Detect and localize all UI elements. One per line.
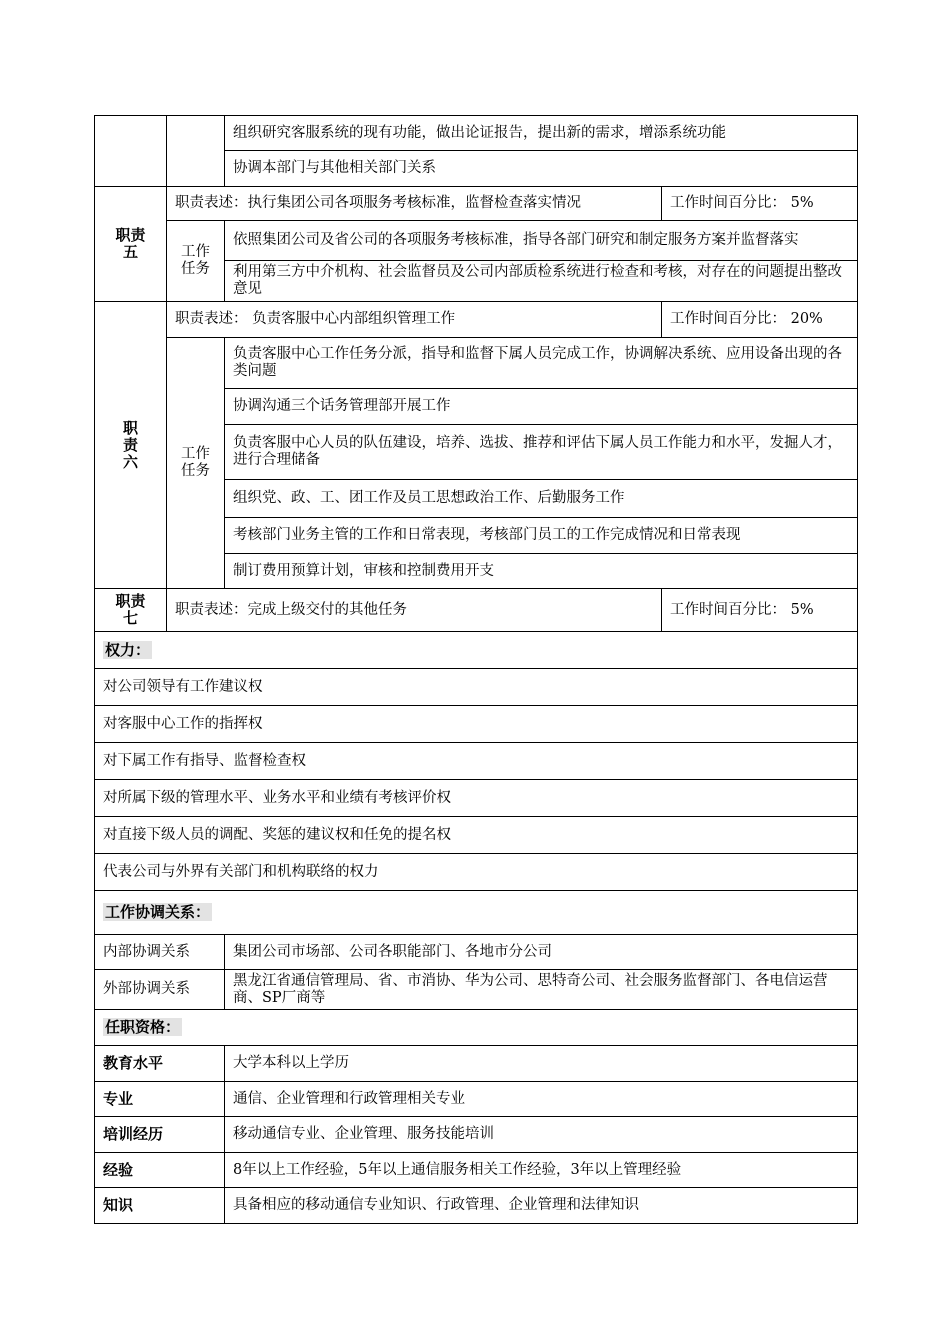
table-row — [95, 338, 858, 389]
power-item: 对客服中心工作的指挥权 — [95, 706, 858, 743]
qualification-value: 通信、企业管理和行政管理相关专业 — [225, 1082, 858, 1117]
duty-7-label: 职责 七 — [95, 589, 167, 632]
table-row — [95, 891, 858, 935]
qualification-value: 移动通信专业、企业管理、服务技能培训 — [225, 1117, 858, 1153]
qualification-label: 经验 — [95, 1153, 225, 1188]
internal-coordination-value: 集团公司市场部、公司各职能部门、各地市分公司 — [225, 935, 858, 970]
qualifications-section-title: 任职资格： — [95, 1010, 858, 1046]
table-row — [95, 1153, 858, 1188]
table-row — [95, 1082, 858, 1117]
qualification-value: 8年以上工作经验，5年以上通信服务相关工作经验，3年以上管理经验 — [225, 1153, 858, 1188]
table-row — [95, 187, 858, 221]
power-item: 对下属工作有指导、监督检查权 — [95, 743, 858, 780]
duty-6-percent: 工作时间百分比： 20% — [662, 302, 858, 338]
task-text: 利用第三方中介机构、社会监督员及公司内部质检系统进行检查和考核，对存在的问题提出整改意见 — [225, 261, 858, 302]
qualification-label: 专业 — [95, 1082, 225, 1117]
task-text: 组织党、政、工、团工作及员工思想政治工作、后勤服务工作 — [225, 480, 858, 518]
powers-section-title: 权力： — [95, 632, 858, 669]
coordination-section-title: 工作协调关系： — [95, 891, 858, 935]
duty-7-percent: 工作时间百分比： 5% — [662, 589, 858, 632]
duty-label-cell — [95, 116, 167, 187]
power-item: 对所属下级的管理水平、业务水平和业绩有考核评价权 — [95, 780, 858, 817]
table-row — [95, 743, 858, 780]
table-row — [95, 854, 858, 891]
table-row — [95, 1046, 858, 1082]
task-text: 协调沟通三个话务管理部开展工作 — [225, 389, 858, 425]
external-coordination-value: 黑龙江省通信管理局、省、市消协、华为公司、思特奇公司、社会服务监督部门、各电信运营商、SP厂商等 — [225, 970, 858, 1010]
qualification-label: 教育水平 — [95, 1046, 225, 1082]
duty-5-label: 职责 五 — [95, 187, 167, 302]
table-row — [95, 589, 858, 632]
task-text: 负责客服中心人员的队伍建设，培养、选拔、推荐和评估下属人员工作能力和水平，发掘人才，进行合理储备 — [225, 425, 858, 480]
duty-5-task-label: 工作 任务 — [167, 221, 225, 302]
duty-5-percent: 工作时间百分比： 5% — [662, 187, 858, 221]
table-row — [95, 817, 858, 854]
table-row — [95, 1188, 858, 1224]
duty-6-statement: 职责表述： 负责客服中心内部组织管理工作 — [167, 302, 662, 338]
table-row — [95, 116, 858, 151]
duty-5-statement: 职责表述：执行集团公司各项服务考核标准，监督检查落实情况 — [167, 187, 662, 221]
table-row — [95, 302, 858, 338]
table-row — [95, 221, 858, 261]
power-item: 对直接下级人员的调配、奖惩的建议权和任免的提名权 — [95, 817, 858, 854]
qualification-value: 大学本科以上学历 — [225, 1046, 858, 1082]
task-label-cell — [167, 116, 225, 187]
duty-7-statement: 职责表述：完成上级交付的其他任务 — [167, 589, 662, 632]
power-item: 代表公司与外界有关部门和机构联络的权力 — [95, 854, 858, 891]
internal-coordination-label: 内部协调关系 — [95, 935, 225, 970]
table-row — [95, 935, 858, 970]
task-text: 组织研究客服系统的现有功能，做出论证报告，提出新的需求，增添系统功能 — [225, 116, 858, 151]
qualification-label: 培训经历 — [95, 1117, 225, 1153]
table-row — [95, 780, 858, 817]
task-text: 制订费用预算计划，审核和控制费用开支 — [225, 554, 858, 589]
duty-6-label: 职 责 六 — [95, 302, 167, 589]
table-row — [95, 1010, 858, 1046]
table-row — [95, 970, 858, 1010]
job-description-table — [94, 115, 858, 1224]
qualification-value: 具备相应的移动通信专业知识、行政管理、企业管理和法律知识 — [225, 1188, 858, 1224]
power-item: 对公司领导有工作建议权 — [95, 669, 858, 706]
table-row — [95, 706, 858, 743]
external-coordination-label: 外部协调关系 — [95, 970, 225, 1010]
task-text: 协调本部门与其他相关部门关系 — [225, 151, 858, 187]
table-row — [95, 632, 858, 669]
table-row — [95, 1117, 858, 1153]
table-row — [95, 669, 858, 706]
task-text: 负责客服中心工作任务分派，指导和监督下属人员完成工作，协调解决系统、应用设备出现的各类问题 — [225, 338, 858, 389]
duty-6-task-label: 工作 任务 — [167, 338, 225, 589]
task-text: 考核部门业务主管的工作和日常表现，考核部门员工的工作完成情况和日常表现 — [225, 518, 858, 554]
qualification-label: 知识 — [95, 1188, 225, 1224]
task-text: 依照集团公司及省公司的各项服务考核标准，指导各部门研究和制定服务方案并监督落实 — [225, 221, 858, 261]
